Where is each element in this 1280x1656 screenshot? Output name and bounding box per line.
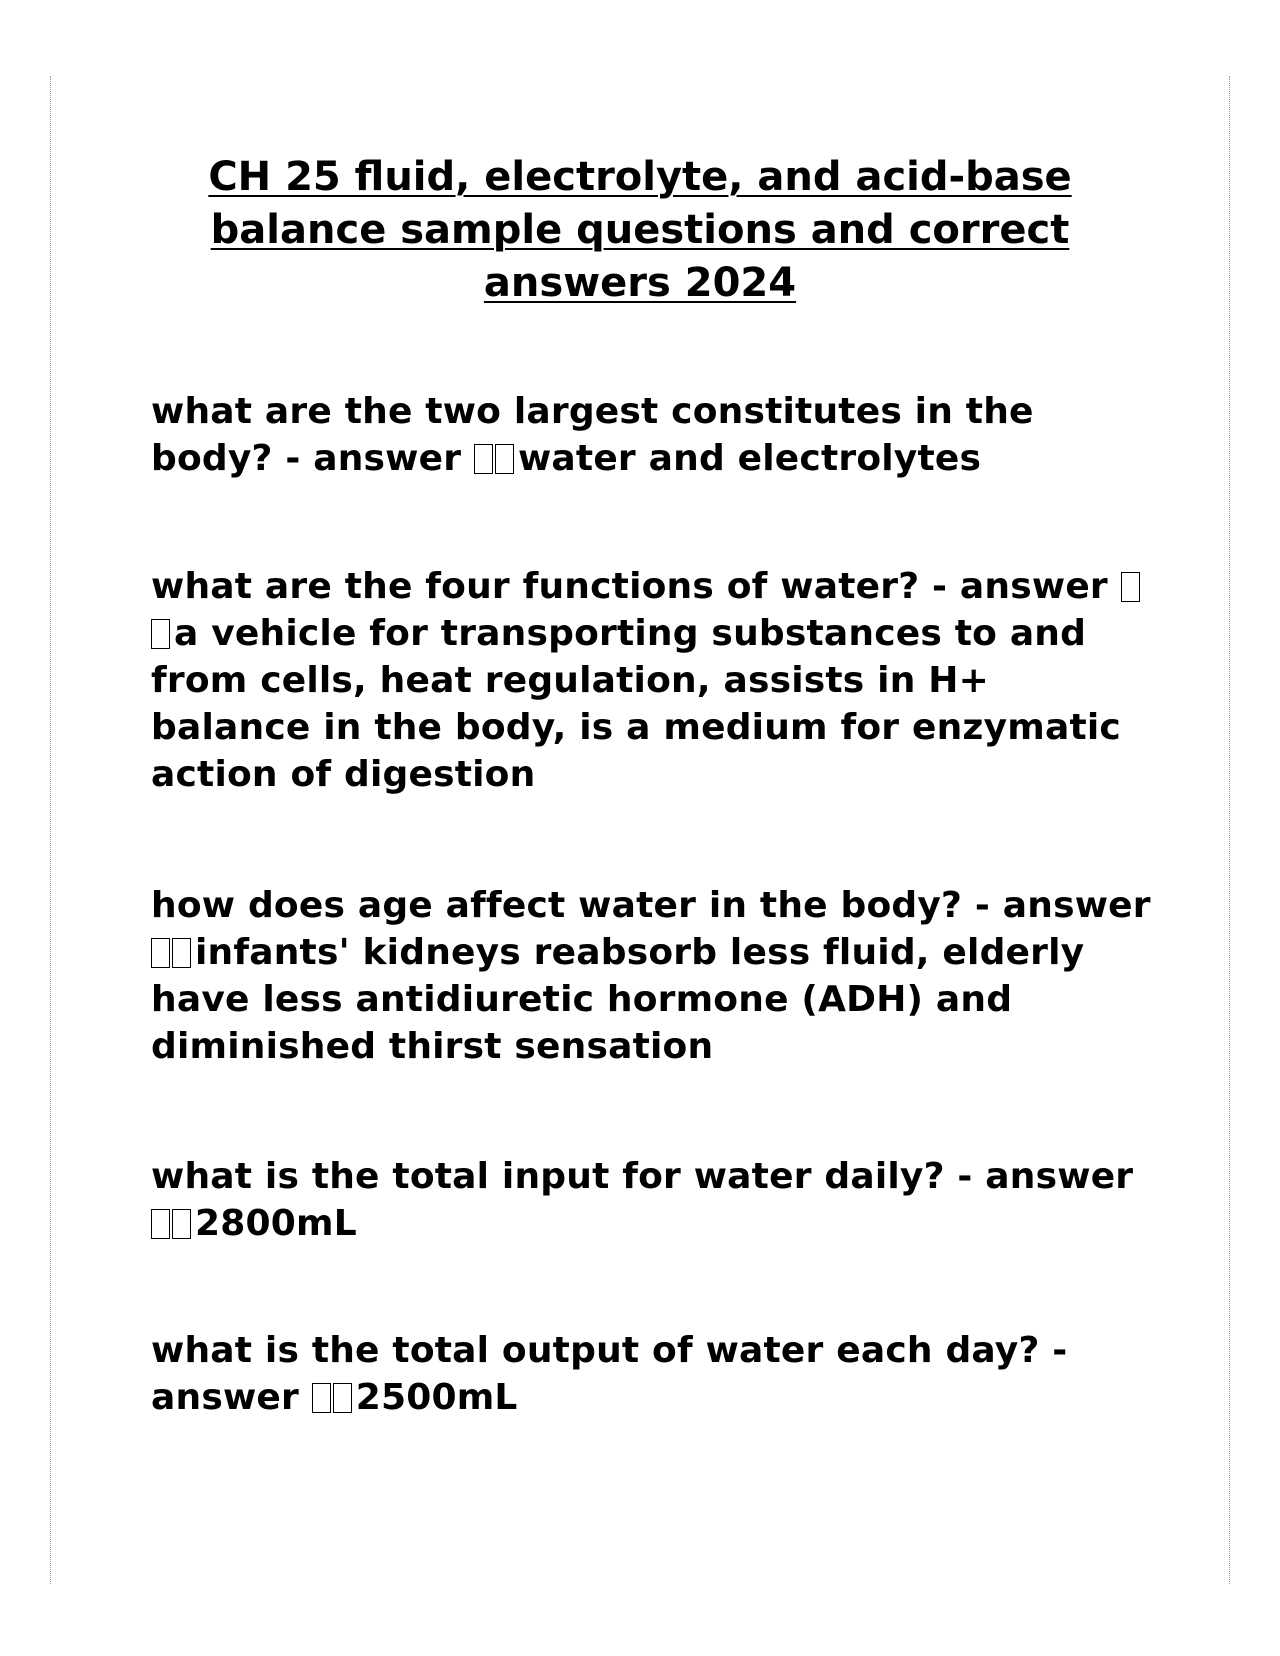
answer-text: water and electrolytes	[517, 438, 982, 479]
missing-glyph-box-icon	[151, 938, 170, 968]
missing-glyph-box-icon	[495, 444, 514, 474]
answer-text: a vehicle for transporting substances to and from cells, heat regulation, assists in H+ balance in the body, is a medium for enzymatic action of digestion	[151, 613, 1121, 795]
page-border-right	[1229, 76, 1230, 1584]
question-text: what are the two largest constitutes in the body? -	[151, 391, 1034, 479]
page-title: CH 25 fluid, electrolyte, and acid-base balance sample questions and correct answers 2024	[208, 154, 1072, 306]
question-text: what are the four functions of water? -	[151, 566, 948, 607]
answer-text: 2800mL	[195, 1203, 357, 1244]
qa-item	[151, 882, 1151, 1070]
answer-label: answer	[1002, 885, 1151, 926]
answer-label: answer	[959, 566, 1108, 607]
missing-glyph-box-icon	[151, 1209, 170, 1239]
qa-item	[151, 563, 1151, 798]
qa-item	[151, 388, 1151, 482]
answer-label: answer	[151, 1377, 299, 1418]
question-text: what is the total input for water daily? -	[151, 1156, 973, 1197]
missing-glyph-box-icon	[1121, 572, 1140, 602]
question-text: what is the total output of water each day? -	[151, 1330, 1068, 1371]
qa-item	[151, 1327, 1151, 1421]
missing-glyph-box-icon	[474, 444, 493, 474]
question-text: how does age affect water in the body? -	[151, 885, 991, 926]
missing-glyph-box-icon	[172, 938, 191, 968]
answer-label: answer	[985, 1156, 1134, 1197]
qa-item	[151, 1153, 1151, 1247]
page-border-left	[50, 76, 51, 1584]
missing-glyph-box-icon	[172, 1209, 191, 1239]
answer-label: answer	[313, 438, 462, 479]
missing-glyph-box-icon	[312, 1383, 331, 1413]
missing-glyph-box-icon	[333, 1383, 352, 1413]
missing-glyph-box-icon	[151, 619, 170, 649]
answer-text: 2500mL	[355, 1377, 518, 1418]
answer-text: infants' kidneys reabsorb less fluid, elderly have less antidiuretic hormone (ADH) and diminished thirst sensation	[151, 932, 1085, 1067]
